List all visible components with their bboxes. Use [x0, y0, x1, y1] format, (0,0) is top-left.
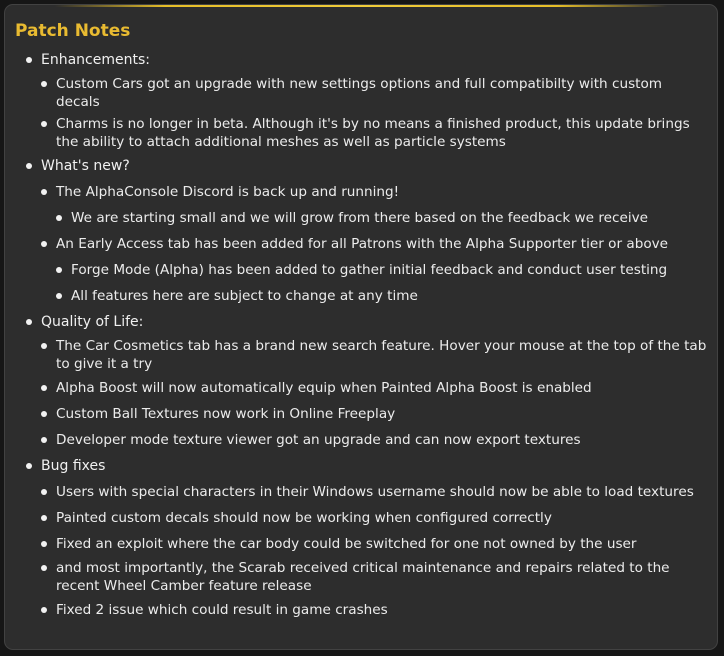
list-item [5, 377, 717, 399]
list-item-body [5, 377, 709, 399]
bullet-icon [41, 385, 47, 391]
bullet-icon [41, 607, 47, 613]
bullet-icon [26, 463, 32, 469]
section-0 [5, 49, 717, 151]
list-item [5, 233, 717, 307]
section-items [5, 337, 717, 451]
list-item [5, 599, 717, 621]
top-accent-bar [55, 5, 667, 7]
list-item [5, 403, 717, 425]
nested-list-item [5, 259, 709, 281]
list-item-text: Fixed 2 issue which could result in game crashes [56, 602, 388, 618]
bullet-icon [41, 81, 47, 87]
nested-items [5, 259, 709, 307]
section-heading [5, 311, 717, 333]
section-heading-text: Enhancements: [41, 52, 150, 68]
list-item-text: Custom Cars got an upgrade with new settings options and full compatibilty with custom decals [56, 76, 663, 110]
list-item [5, 481, 717, 503]
bullet-icon [41, 565, 47, 571]
list-item-text: Fixed an exploit where the car body could be switched for one not owned by the user [56, 536, 637, 552]
list-item [5, 337, 717, 373]
list-item-body [5, 429, 709, 451]
bullet-icon [26, 163, 32, 169]
section-heading [5, 455, 717, 477]
nested-list-item [5, 207, 709, 229]
nested-list-item-text: We are starting small and we will grow from there based on the feedback we receive [71, 210, 649, 226]
bullet-icon [41, 515, 47, 521]
patch-notes-panel [4, 4, 718, 650]
list-item [5, 533, 717, 555]
bullet-icon [41, 343, 47, 349]
list-item-body [5, 115, 709, 151]
bullet-icon [41, 489, 47, 495]
bullet-icon [26, 319, 32, 325]
list-item-body [5, 481, 709, 503]
bullet-icon [56, 215, 62, 221]
section-2 [5, 311, 717, 451]
nested-list-item-text: All features here are subject to change at any time [71, 288, 418, 304]
section-3 [5, 455, 717, 621]
patch-notes-list [5, 49, 717, 625]
list-item-body [5, 181, 709, 203]
list-item-text: The AlphaConsole Discord is back up and running! [56, 184, 400, 200]
bullet-icon [41, 541, 47, 547]
list-item-text: Charms is no longer in beta. Although it's by no means a finished product, this update brings the ability to attach additional meshes as well as particle systems [56, 116, 690, 150]
list-item [5, 75, 717, 111]
list-item [5, 429, 717, 451]
nested-list-item-body [5, 285, 709, 307]
list-item-text: Users with special characters in their Windows username should now be able to load textures [56, 484, 694, 500]
section-heading [5, 155, 717, 177]
list-item-text: and most importantly, the Scarab received critical maintenance and repairs related to the recent Wheel Camber feature release [56, 560, 670, 594]
list-item-body [5, 559, 709, 595]
bullet-icon [56, 267, 62, 273]
bullet-icon [41, 437, 47, 443]
list-item [5, 559, 717, 595]
list-item-body [5, 337, 709, 373]
nested-items [5, 207, 709, 229]
list-item [5, 507, 717, 529]
page-title: Patch Notes [15, 21, 131, 41]
nested-list-item-body [5, 207, 709, 229]
bullet-icon [41, 121, 47, 127]
list-item-text: Developer mode texture viewer got an upgrade and can now export textures [56, 432, 581, 448]
bullet-icon [26, 57, 32, 63]
section-1 [5, 155, 717, 307]
list-item-body [5, 533, 709, 555]
bullet-icon [41, 411, 47, 417]
list-item-text: Alpha Boost will now automatically equip when Painted Alpha Boost is enabled [56, 380, 592, 396]
section-heading-text: Bug fixes [41, 458, 106, 474]
nested-list-item [5, 285, 709, 307]
section-heading [5, 49, 717, 71]
list-item-body [5, 599, 709, 621]
list-item-text: Painted custom decals should now be working when configured correctly [56, 510, 552, 526]
list-item-body [5, 507, 709, 529]
nested-list-item-body [5, 259, 709, 281]
list-item-body [5, 75, 709, 111]
list-item [5, 115, 717, 151]
list-item-text: Custom Ball Textures now work in Online Freeplay [56, 406, 396, 422]
list-item-text: An Early Access tab has been added for all Patrons with the Alpha Supporter tier or above [56, 236, 669, 252]
list-item-body [5, 403, 709, 425]
section-items [5, 481, 717, 621]
section-heading-text: What's new? [41, 158, 130, 174]
bullet-icon [41, 189, 47, 195]
nested-list-item-text: Forge Mode (Alpha) has been added to gather initial feedback and conduct user testing [71, 262, 668, 278]
list-item-text: The Car Cosmetics tab has a brand new search feature. Hover your mouse at the top of the tab to give it a try [56, 338, 707, 372]
section-items [5, 181, 717, 307]
bullet-icon [56, 293, 62, 299]
list-item-body [5, 233, 709, 255]
list-item [5, 181, 717, 229]
section-items [5, 75, 717, 151]
section-heading-text: Quality of Life: [41, 314, 144, 330]
bullet-icon [41, 241, 47, 247]
